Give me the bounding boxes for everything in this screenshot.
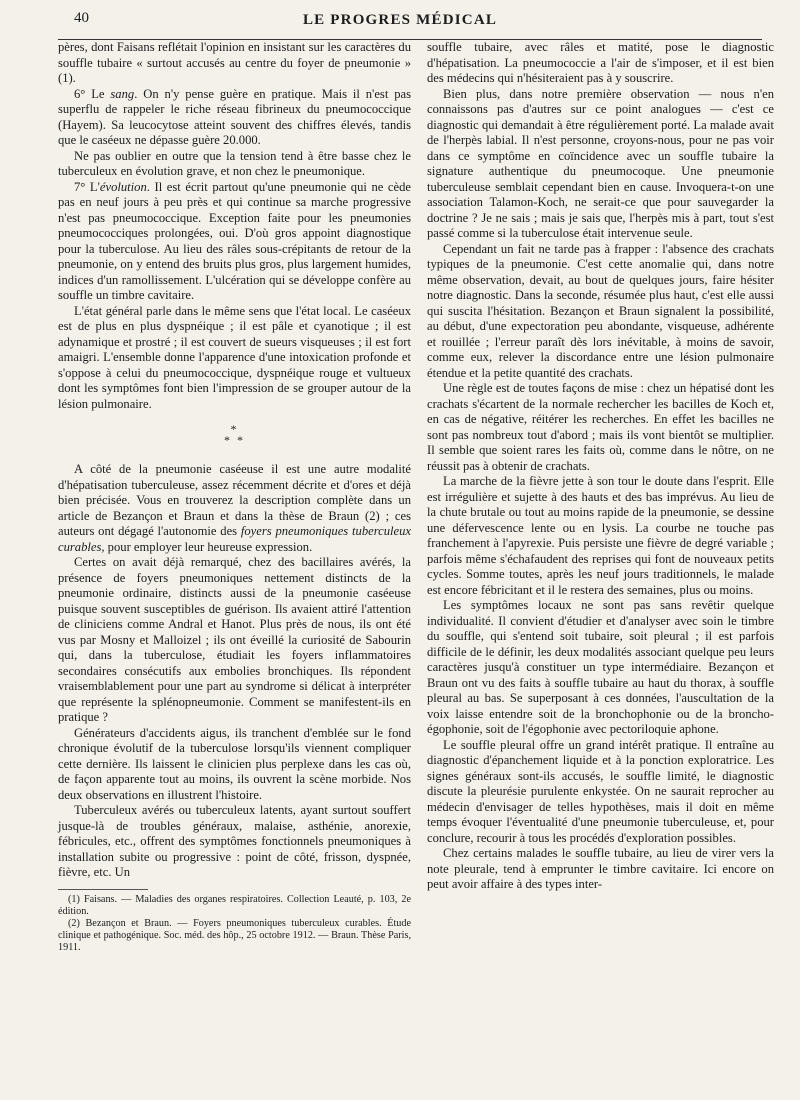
right-column	[427, 40, 774, 893]
paragraph: 6° Le sang. On n'y pense guère en pratique. Mais il n'est pas superflu de rappeler le riche réseau fibrineux du pneumococcique (Hayem). Sa leucocytose atteint souvent des chiffres élevés, tandis que le caséeux ne dépasse guère 20.000.	[58, 86, 411, 147]
paragraph: Ne pas oublier en outre que la tension tend à être basse chez le tuberculeux en évolution grave, et non chez le pneumonique.	[58, 148, 411, 178]
page-header	[0, 6, 800, 36]
paragraph: La marche de la fièvre jette à son tour le doute dans l'esprit. Elle est irrégulière et sujette à des hauts et des bas imprévus. Au lieu de la chute brutale ou tout au moins rapide de la pneumonie, se dessine une défervescence lente ou en lysis. La courbe ne touche pas franchement à l'apyrexie. Puis persiste une fièvre de degré variable ; parfois même s'échafaudent des reprises qui font de nouveaux petits cycles. Somme toutes, après les neuf jours traditionnels, le malade est encore fébricitant et il le restera des semaines, plus ou moins.	[427, 474, 774, 597]
footnote-rule	[58, 889, 148, 890]
paragraph: L'état général parle dans le même sens que l'état local. Le caséeux est de plus en plus dyspnéique ; il est pâle et cyanotique ; il est adynamique et prostré ; il est couvert de sueurs visqueuses ; il est fort amaigri. L'ensemble donne l'apparence d'une intoxication profonde et s'oppose à celui du pneumococcique, dyspnéique rouge et vultueux dont les symptômes font bien l'impression de se grouper autour de la lésion pulmonaire.	[58, 303, 411, 411]
paragraph: Les symptômes locaux ne sont pas sans revêtir quelque individualité. Il convient d'étudier et d'analyser avec soin le timbre du souffle, qui s'entend soit tubaire, soit pleural ; il est parfois difficile de le définir, les deux modalités associant quelque peu leurs caractères jusqu'à constituer un type intermédiaire. Bezançon et Braun ont vu des faits à souffle tubaire au haut du thorax, à souffle pleural au bas. Se superposant à ces données, l'auscultation de la voix laisse entendre soit de la bronchophonie ou de la broncho-égophonie, soit de l'égophonie avec pectoriloquie aphone.	[427, 598, 774, 736]
paragraph: Le souffle pleural offre un grand intérêt pratique. Il entraîne au diagnostic d'épanchement liquide et à la ponction exploratrice. Les signes généraux sont-ils accusés, le souffle limité, le diagnostic discute la pleurésie purulente enkystée. On ne saurait reprocher au médecin d'envisager de telles hypothèses, mais il doit en même temps évoquer l'éventualité d'une pneumonie tuberculeuse, et, pour conclure, recourir à tous les procédés d'exploration possibles.	[427, 737, 774, 845]
footnotes	[58, 894, 411, 954]
paragraph: Chez certains malades le souffle tubaire, au lieu de virer vers la note pleurale, tend à emprunter le timbre cavitaire. Ici encore on peut avoir affaire à des types inter-	[427, 846, 774, 891]
paragraph: pères, dont Faisans reflétait l'opinion en insistant sur les caractères du souffle tubaire « surtout accusés au centre du foyer de pneumonie » (1).	[58, 40, 411, 85]
paragraph: Générateurs d'accidents aigus, ils tranchent d'emblée sur le fond chronique évolutif de la tuberculose lorsqu'ils viennent compliquer cette dernière. Ils laissent le clinicien plus perplexe dans les cas où, de façon apparente tout au moins, ils ouvrent la scène morbide. Nos deux observations en illustrent l'histoire.	[58, 725, 411, 802]
paragraph: Certes on avait déjà remarqué, chez des bacillaires avérés, la présence de foyers pneumoniques nettement distincts de la pneumonie ordinaire, distincts aussi de la pneumonie caséeuse puisque souvent susceptibles de guérison. Ils avaient attiré l'attention de cliniciens comme Andral et Hanot. Plus près de nous, ils ont été vus par Mosny et Malloizel ; ils ont éveillé la curiosité de Sabourin qui, dans la tuberculose, étudiait les foyers inflammatoires secondaires consécutifs aux embolies bronchiques. Ils répondent vraisemblablement pour une part au syndrome si délicat à interpréter que représente la splénopneumonie. Comment se manifestent-ils en pratique ?	[58, 555, 411, 724]
section-separator: * * *	[224, 422, 245, 447]
footnote: (1) Faisans. — Maladies des organes respiratoires. Collection Leauté, p. 103, 2e édition.	[58, 893, 411, 917]
running-title: LE PROGRES MÉDICAL	[302, 12, 498, 28]
paragraph: Une règle est de toutes façons de mise : chez un hépatisé dont les crachats s'écartent de la normale rechercher les bacilles de Koch et, en cas de négative, réitérer les recherches. En effet les bacilles ne sont pas nombreux tout d'abord ; mais ils vont bientôt se multiplier. Il semble que soient rares les faits où, comme dans le nôtre, on ne réussit pas à obtenir de crachats.	[427, 381, 774, 473]
left-column	[58, 40, 411, 954]
page-number: 40	[74, 10, 89, 26]
footnote: (2) Bezançon et Braun. — Foyers pneumoniques tuberculeux curables. Étude clinique et pathogénique. Soc. méd. des hôp., 25 octobre 1912. — Braun. Thèse Paris, 1911.	[58, 917, 412, 953]
paragraph: Cependant un fait ne tarde pas à frapper : l'absence des crachats typiques de la pneumonie. C'est cette anomalie qui, dans notre même observation, devait, au bout de quelques jours, faire hésiter notre diagnostic. Dans la seconde, résumée plus haut, c'est elle aussi qui suscita l'hésitation. Bezançon et Braun signalent la possibilité, au début, d'une expectoration peu abondante, visqueuse, adhérente et rouillée ; l'erreur paraît dès lors inévitable, à moins de savoir, comme eux, relever la discordance entre une lésion pulmonaire étendue et la petite quantité des crachats.	[427, 241, 774, 380]
paragraph: Tuberculeux avérés ou tuberculeux latents, ayant surtout souffert jusque-là de troubles généraux, malaise, asthénie, anorexie, fébricules, etc., offrent des symptômes fonctionnels pneumoniques à installation subite ou progressive : point de côté, frisson, dyspnée, fièvre, etc. Un	[58, 803, 411, 879]
paragraph: 7° L'évolution. Il est écrit partout qu'une pneumonie qui ne cède pas en neuf jours à peu près et qui continue sa marche progressive n'est pas pneumococcique. Exception faite pour les pneumonies pneumococciques prolongées, oui. D'où gros appoint diagnostique pour la tuberculose. Au lieu des râles sous-crépitants de retour de la pneumonie, on y entend des bruits plus gros, plus largement humides, indices d'un ramollissement. L'ulcération qui se développe confère au souffle un timbre cavitaire.	[58, 179, 411, 302]
paragraph: souffle tubaire, avec râles et matité, pose le diagnostic d'hépatisation. La pneumococcie a l'air de s'imposer, et il est bien des médecins qui n'hésiteraient pas à y souscrire.	[427, 40, 774, 85]
paragraph: Bien plus, dans notre première observation — nous n'en connaissons pas d'autres sur ce point analogues — c'est ce diagnostic qui demandait à être régulièrement porté. La malade avait de l'herpès labial. Il n'est personne, croyons-nous, pour ne pas voir dans ce symptôme en coïncidence avec un souffle tubaire la signature authentique du pneumocoque. Une pneumonie tuberculeuse semblait cependant bien en cause. Invoquera-t-on une association Talamon-Koch, ne serait-ce que pour sauvegarder la doctrine ? Je ne sais ; mais je sais que, l'herpès mis à part, tout s'est passé comme si la tuberculose était intervenue seule.	[427, 86, 774, 240]
paragraph: A côté de la pneumonie caséeuse il est une autre modalité d'hépatisation tuberculeuse, assez récemment décrite et d'ores et déjà bien précisée. Vous en trouverez la description complète dans un article de Bezançon et Braun et dans la thèse de Braun (2) ; ces auteurs ont dégagé l'autonomie des foyers pneumoniques tuberculeux curables, pour employer leur heureuse expression.	[58, 462, 411, 554]
